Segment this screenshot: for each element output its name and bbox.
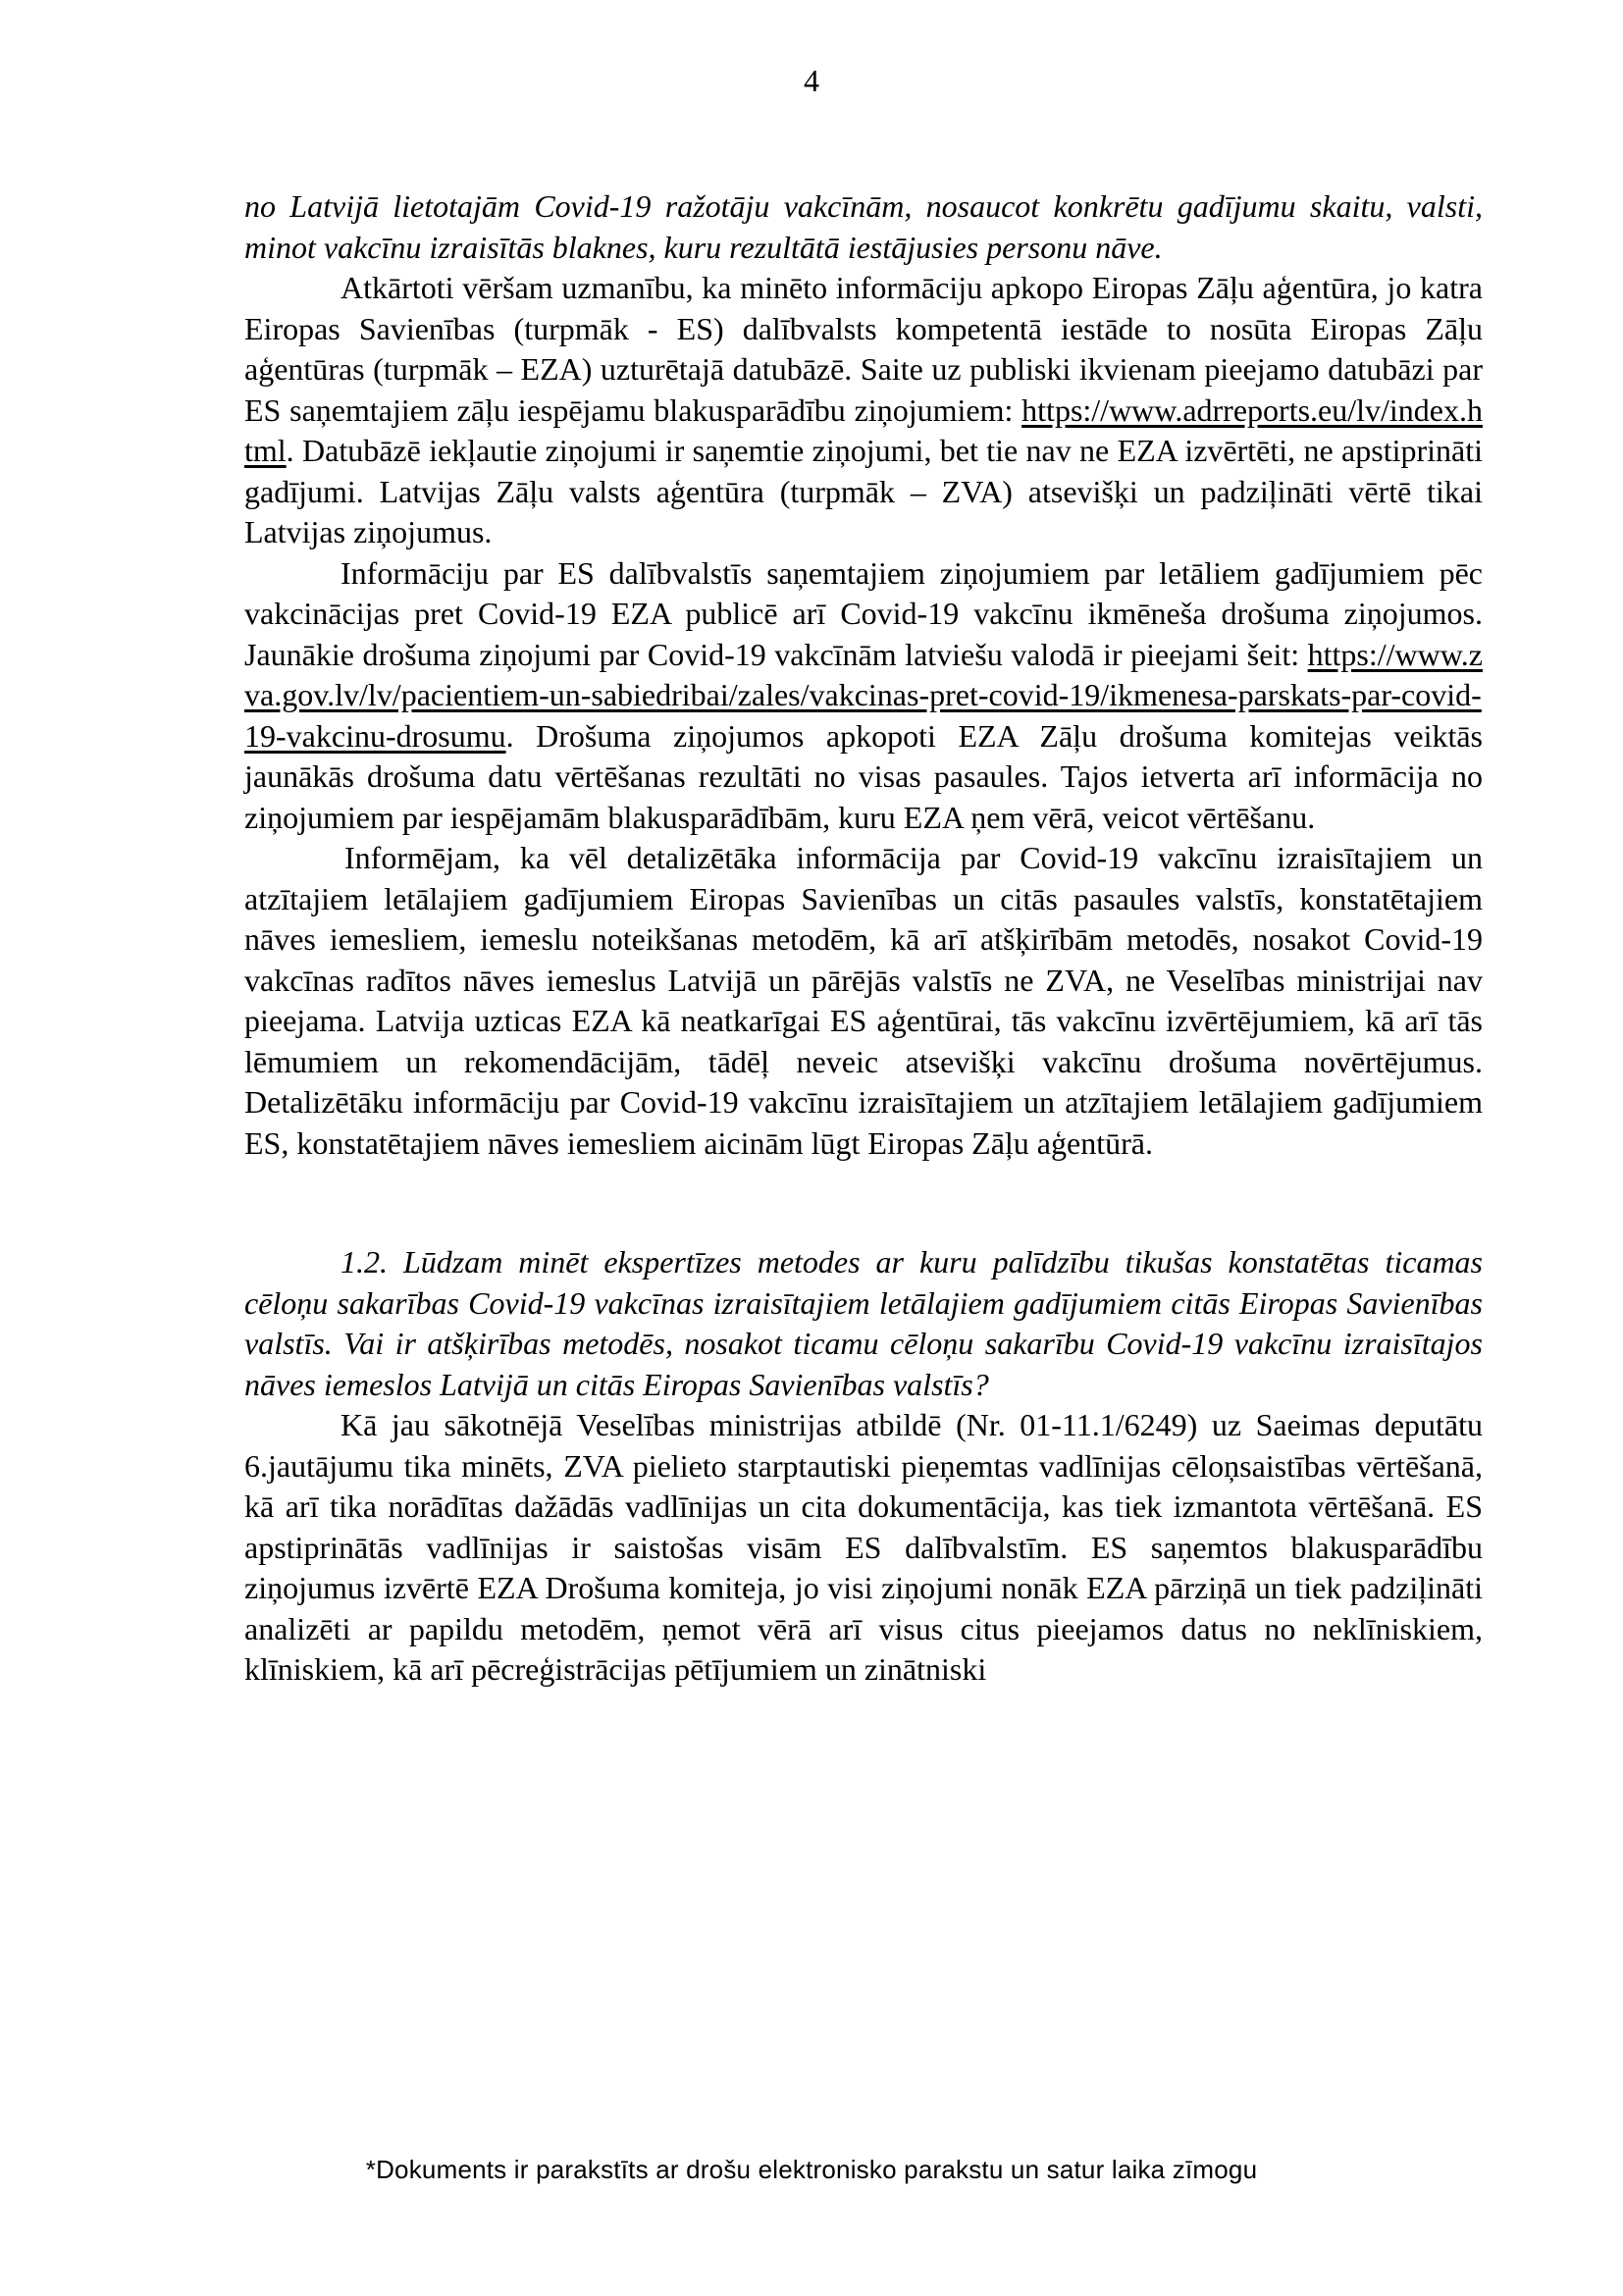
adrreports-link[interactable]: https://www.adrreports.eu/lv/index.html xyxy=(244,391,1483,468)
paragraph-text: Informāciju par ES dalībvalstīs saņemtajiem ziņojumiem par letāliem gadījumiem pēc vakcinācijas pret Covid-19 EZA publicē arī Covid-19 vakcīnu ikmēneša drošuma ziņojumos. Jaunākie drošuma ziņojumi par Covid-19 vakcīnām latviešu valodā ir pieejami šeit: xyxy=(244,554,1483,672)
document-body xyxy=(244,186,1483,1691)
paragraph-safety-reports xyxy=(244,553,1483,839)
paragraph-database-info xyxy=(244,268,1483,553)
paragraph-answer-1-2: Kā jau sākotnējā Veselības ministrijas atbildē (Nr. 01-11.1/6249) uz Saeimas deputātu 6.jautājumu tika minēts, ZVA pielieto starptautiski pieņemtas vadlīnijas cēloņsaistības vērtēšanā, kā arī tika norādītas dažādās vadlīnijas un cita dokumentācija, kas tiek izmantota vērtēšanā. ES apstiprinātās vadlīnijas ir saistošas visām ES dalībvalstīm. ES saņemtos blakusparādību ziņojumus izvērtē EZA Drošuma komiteja, jo visi ziņojumi nonāk EZA pārziņā un tiek padziļināti analizēti ar papildu metodēm, ņemot vērā arī visus citus pieejamos datus no neklīniskiem, klīniskiem, kā arī pēcreģistrācijas pētījumiem un zinātniski xyxy=(244,1407,1483,1687)
paragraph-text: . Datubāzē iekļautie ziņojumi ir saņemtie ziņojumi, bet tie nav ne EZA izvērtēti, ne apstiprināti gadījumi. Latvijas Zāļu valsts aģentūra (turpmāk – ZVA) atsevišķi un padziļināti vērtē tikai Latvijas ziņojumus. xyxy=(244,433,1483,549)
question-1-2: 1.2. Lūdzam minēt ekspertīzes metodes ar kuru palīdzību tikušas konstatētas ticamas cēloņu sakarības Covid-19 vakcīnas izraisītajiem letālajiem gadījumiem citās Eiropas Savienības valstīs. Vai ir atšķirības metodēs, nosakot ticamu cēloņu sakarību Covid-19 vakcīnu izraisītajos nāves iemeslos Latvijā un citās Eiropas Savienības valstīs? xyxy=(244,1244,1483,1402)
signature-footnote: *Dokuments ir parakstīts ar drošu elektronisko parakstu un satur laika zīmogu xyxy=(365,2155,1258,2184)
paragraph-detailed-info: Informējam, ka vēl detalizētāka informācija par Covid-19 vakcīnu izraisītajiem un atzītajiem letālajiem gadījumiem Eiropas Savienības un citās pasaules valstīs, konstatētajiem nāves iemesliem, iemeslu noteikšanas metodēm, kā arī atšķirībām metodēs, nosakot Covid-19 vakcīnas radītos nāves iemeslus Latvijā un pārējās valstīs ne ZVA, ne Veselības ministrijai nav pieejama. Latvija uzticas EZA kā neatkarīgai ES aģentūrai, tās vakcīnu izvērtējumiem, kā arī tās lēmumiem un rekomendācijām, tādēļ neveic atsevišķi vakcīnu drošuma novērtējumus. Detalizētāku informāciju par Covid-19 vakcīnu izraisītajiem un atzītajiem letālajiem gadījumiem ES, konstatētajiem nāves iemesliem aicinām lūgt Eiropas Zāļu aģentūrā. xyxy=(244,840,1483,1161)
paragraph-text: . Drošuma ziņojumos apkopoti EZA Zāļu drošuma komitejas veiktās jaunākās drošuma datu vērtēšanas rezultāti no visas pasaules. Tajos ietverta arī informācija no ziņojumiem par iespējamām blakusparādībām, kuru EZA ņem vērā, veicot vērtēšanu. xyxy=(244,717,1483,835)
paragraph-text: Atkārtoti vēršam uzmanību, ka minēto informāciju apkopo Eiropas Zāļu aģentūra, jo katra Eiropas Savienības (turpmāk - ES) dalībvalsts kompetentā iestāde to nosūta Eiropas Zāļu aģentūras (turpmāk – EZA) uzturētajā datubāzē. Saite uz publiski ikvienam pieejamo datubāzi par ES saņemtajiem zāļu iespējamu blakusparādību ziņojumiem: xyxy=(244,270,1483,428)
zva-safety-report-link[interactable]: https://www.zva.gov.lv/lv/pacientiem-un-sabiedribai/zales/vakcinas-pret-covid-19/ikmenesa-parskats-par-covid-19-vakcinu-drosumu xyxy=(244,636,1483,754)
page-number: 4 xyxy=(804,63,819,98)
question-continuation: no Latvijā lietotajām Covid-19 ražotāju vakcīnām, nosaucot konkrētu gadījumu skaitu, valsti, minot vakcīnu izraisītās blaknes, kuru rezultātā iestājusies personu nāve. xyxy=(244,188,1483,265)
